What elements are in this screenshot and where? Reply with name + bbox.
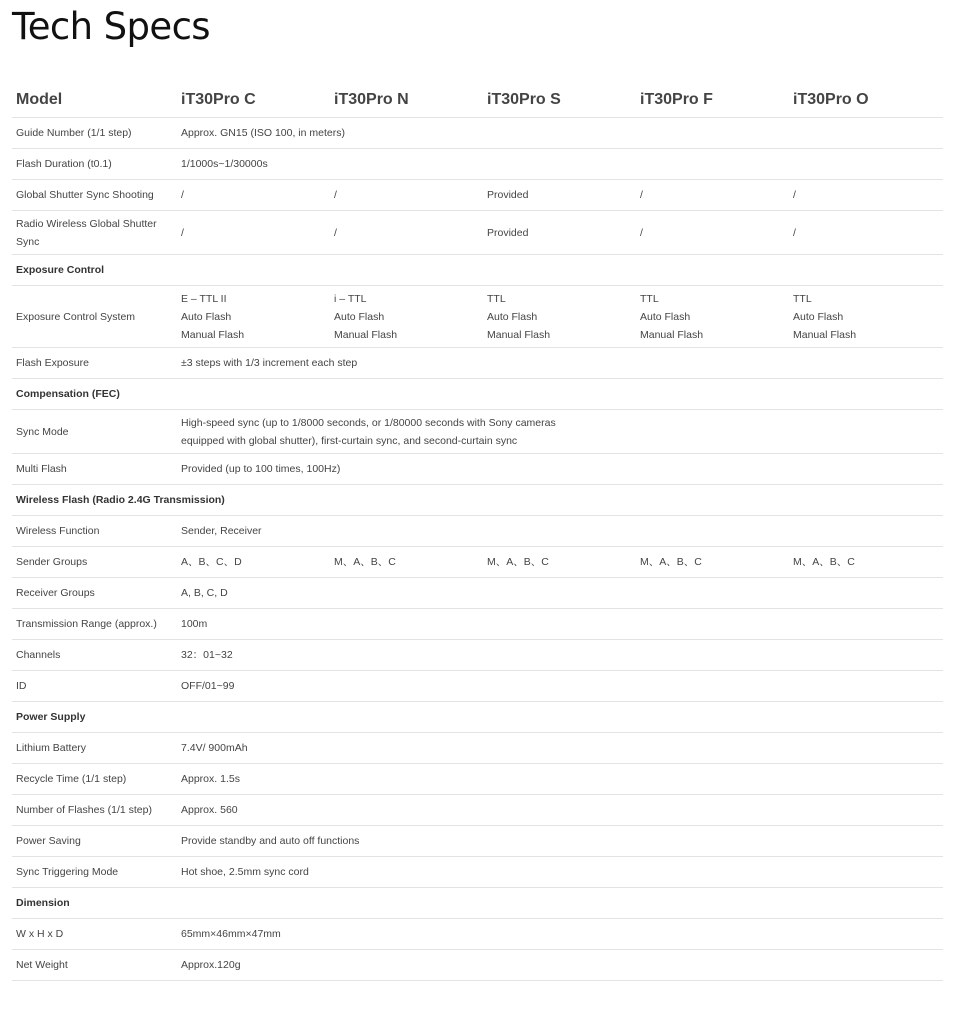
- section-heading: Exposure Control: [12, 255, 943, 286]
- tech-specs-table: [12, 82, 943, 981]
- section-heading: Power Supply: [12, 702, 943, 733]
- table-row: [12, 410, 943, 454]
- spec-label: Power Saving: [12, 826, 177, 857]
- spec-value: M、A、B、C: [483, 547, 636, 578]
- table-row: [12, 950, 943, 981]
- spec-value: 1/1000s~1/30000s: [177, 149, 943, 180]
- spec-label: Receiver Groups: [12, 578, 177, 609]
- spec-label: Lithium Battery: [12, 733, 177, 764]
- spec-value: M、A、B、C: [789, 547, 943, 578]
- spec-value: Approx. 1.5s: [177, 764, 943, 795]
- spec-value: Approx. GN15 (ISO 100, in meters): [177, 118, 943, 149]
- spec-value: /: [636, 180, 789, 211]
- column-header: Model: [12, 82, 177, 118]
- table-row: [12, 764, 943, 795]
- column-header: iT30Pro C: [177, 82, 330, 118]
- spec-value: 32：01~32: [177, 640, 943, 671]
- spec-value: /: [177, 211, 330, 255]
- table-row: [12, 454, 943, 485]
- spec-value: TTL Auto Flash Manual Flash: [789, 286, 943, 348]
- spec-label: Transmission Range (approx.): [12, 609, 177, 640]
- table-body: [12, 118, 943, 981]
- spec-value: Provided (up to 100 times, 100Hz): [177, 454, 943, 485]
- spec-value: Sender, Receiver: [177, 516, 943, 547]
- spec-value: High-speed sync (up to 1/8000 seconds, or 1/80000 seconds with Sony cameras equipped with global shutter), first-curtain sync, and second-curtain sync: [177, 410, 943, 454]
- table-row: [12, 919, 943, 950]
- section-row: [12, 702, 943, 733]
- spec-value: TTL Auto Flash Manual Flash: [636, 286, 789, 348]
- spec-label: Flash Duration (t0.1): [12, 149, 177, 180]
- section-row: [12, 255, 943, 286]
- spec-value: /: [789, 211, 943, 255]
- spec-label: Sender Groups: [12, 547, 177, 578]
- spec-value: TTL Auto Flash Manual Flash: [483, 286, 636, 348]
- spec-value: 100m: [177, 609, 943, 640]
- table-row: [12, 609, 943, 640]
- table-row: [12, 149, 943, 180]
- spec-label: W x H x D: [12, 919, 177, 950]
- spec-value: /: [789, 180, 943, 211]
- page-title: Tech Specs: [12, 5, 210, 48]
- spec-value: Approx. 560: [177, 795, 943, 826]
- column-header: iT30Pro S: [483, 82, 636, 118]
- table-row: [12, 547, 943, 578]
- spec-value: Approx.120g: [177, 950, 943, 981]
- spec-value: 65mm×46mm×47mm: [177, 919, 943, 950]
- spec-label: Recycle Time (1/1 step): [12, 764, 177, 795]
- table-header-row: [12, 82, 943, 118]
- spec-label: Radio Wireless Global Shutter Sync: [12, 211, 177, 255]
- spec-label: Guide Number (1/1 step): [12, 118, 177, 149]
- spec-label: Sync Mode: [12, 410, 177, 454]
- spec-value: /: [177, 180, 330, 211]
- column-header: iT30Pro N: [330, 82, 483, 118]
- spec-value: /: [330, 211, 483, 255]
- table-row: [12, 671, 943, 702]
- spec-label: Global Shutter Sync Shooting: [12, 180, 177, 211]
- table-row: [12, 348, 943, 379]
- column-header: iT30Pro O: [789, 82, 943, 118]
- table-row: [12, 578, 943, 609]
- spec-label: Flash Exposure: [12, 348, 177, 379]
- spec-value: A, B, C, D: [177, 578, 943, 609]
- section-row: [12, 485, 943, 516]
- spec-value: M、A、B、C: [636, 547, 789, 578]
- spec-value: OFF/01~99: [177, 671, 943, 702]
- table-row: [12, 516, 943, 547]
- spec-value: i – TTL Auto Flash Manual Flash: [330, 286, 483, 348]
- spec-label: Sync Triggering Mode: [12, 857, 177, 888]
- spec-value: 7.4V/ 900mAh: [177, 733, 943, 764]
- table-row: [12, 180, 943, 211]
- section-heading: Compensation (FEC): [12, 379, 943, 410]
- section-heading: Wireless Flash (Radio 2.4G Transmission): [12, 485, 943, 516]
- table-row: [12, 640, 943, 671]
- section-heading: Dimension: [12, 888, 943, 919]
- table-row: [12, 733, 943, 764]
- spec-label: Channels: [12, 640, 177, 671]
- spec-value: E – TTL II Auto Flash Manual Flash: [177, 286, 330, 348]
- table-row: [12, 286, 943, 348]
- table-row: [12, 857, 943, 888]
- spec-value: ±3 steps with 1/3 increment each step: [177, 348, 943, 379]
- spec-label: Exposure Control System: [12, 286, 177, 348]
- spec-value: M、A、B、C: [330, 547, 483, 578]
- spec-value: /: [330, 180, 483, 211]
- spec-value: Provided: [483, 180, 636, 211]
- spec-value: Hot shoe, 2.5mm sync cord: [177, 857, 943, 888]
- spec-value: Provided: [483, 211, 636, 255]
- table-row: [12, 211, 943, 255]
- spec-label: Number of Flashes (1/1 step): [12, 795, 177, 826]
- table-row: [12, 826, 943, 857]
- spec-label: Multi Flash: [12, 454, 177, 485]
- section-row: [12, 379, 943, 410]
- table-row: [12, 795, 943, 826]
- column-header: iT30Pro F: [636, 82, 789, 118]
- spec-label: ID: [12, 671, 177, 702]
- section-row: [12, 888, 943, 919]
- spec-value: Provide standby and auto off functions: [177, 826, 943, 857]
- table-row: [12, 118, 943, 149]
- spec-label: Net Weight: [12, 950, 177, 981]
- spec-value: A、B、C、D: [177, 547, 330, 578]
- spec-value: /: [636, 211, 789, 255]
- spec-label: Wireless Function: [12, 516, 177, 547]
